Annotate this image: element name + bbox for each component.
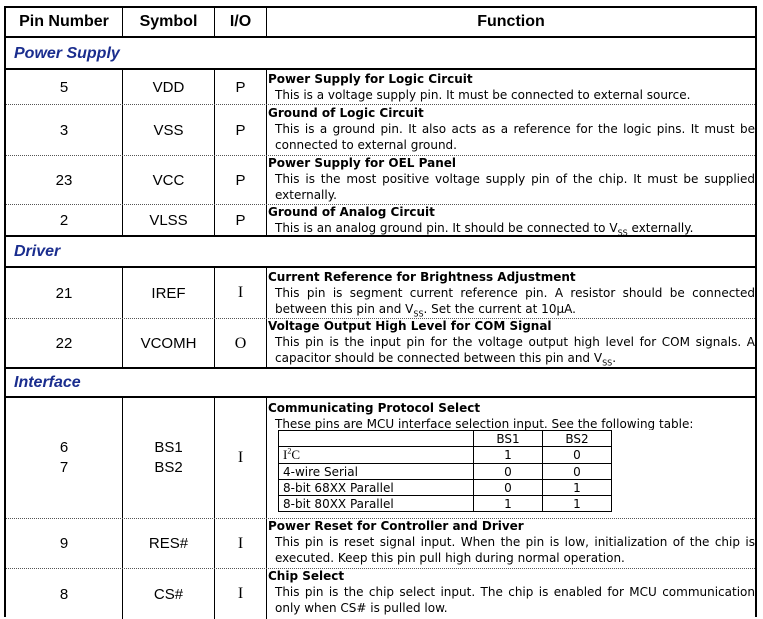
- pin-number: 23: [55, 171, 73, 189]
- pin-io: P: [235, 171, 246, 189]
- pin-number-bs1: 6: [59, 439, 69, 456]
- pin-function: [267, 155, 755, 204]
- function-title: Chip Select: [268, 569, 345, 583]
- pin-function: [267, 518, 755, 568]
- pin-io: P: [235, 121, 246, 139]
- function-title: Voltage Output High Level for COM Signal: [268, 319, 552, 333]
- pin-symbol: VCOMH: [140, 335, 197, 352]
- function-description: This pin is the chip select input. The chip is enabled for MCU communication only when CS# is pulled low.: [275, 585, 755, 615]
- table-header-bs1: BS1: [474, 431, 543, 447]
- table-cell-bs1: 0: [474, 464, 543, 480]
- pin-symbol: CS#: [153, 585, 184, 603]
- section-interface: Interface: [14, 374, 81, 391]
- pin-number: 9: [59, 535, 69, 552]
- table-cell-mode: $I^2C$: [279, 447, 474, 464]
- function-description: This pin is the input pin for the voltage output high level for COM signals. A capacitor should be connected between this pin and $V_{SS}$.: [275, 335, 755, 368]
- pin-function: [267, 105, 755, 155]
- pin-symbol: VDD: [152, 78, 185, 96]
- pin-function: [267, 269, 755, 318]
- function-title: Current Reference for Brightness Adjustment: [268, 270, 576, 284]
- pin-io: P: [235, 212, 246, 229]
- interface-selection-table: [278, 430, 612, 512]
- pin-number: 3: [59, 121, 69, 139]
- pin-symbol: VSS: [153, 121, 184, 139]
- function-description: These pins are MCU interface selection input. See the following table:: [275, 417, 694, 430]
- table-cell-bs2: 1: [543, 496, 612, 512]
- function-description: This is an analog ground pin. It should be connected to $V_{SS}$ externally.: [275, 221, 694, 236]
- pin-io: I: [237, 284, 244, 301]
- pin-number: 2: [59, 212, 69, 229]
- header-io: I/O: [229, 12, 252, 30]
- table-cell-mode: 4-wire Serial: [279, 464, 474, 480]
- table-row: [279, 447, 612, 464]
- table-header-cell: [279, 431, 474, 447]
- table-cell-mode: 8-bit 80XX Parallel: [279, 496, 474, 512]
- pin-symbol: [123, 398, 214, 518]
- pin-number: 8: [59, 585, 69, 603]
- table-cell-bs1: 1: [474, 496, 543, 512]
- function-title: Power Reset for Controller and Driver: [268, 519, 524, 533]
- pin-number: 5: [59, 78, 69, 96]
- pin-symbol-bs2: BS2: [154, 459, 183, 476]
- pin-symbol: IREF: [151, 284, 186, 302]
- table-header-bs2: BS2: [543, 431, 612, 447]
- function-title: Communicating Protocol Select: [268, 401, 481, 415]
- table-cell-bs1: 0: [474, 480, 543, 496]
- function-title: Power Supply for OEL Panel: [268, 156, 456, 170]
- pin-function: [267, 400, 755, 430]
- table-row: [279, 431, 612, 447]
- header-pin-number: Pin Number: [19, 12, 109, 30]
- pin-function: [267, 568, 755, 619]
- pin-function: [267, 204, 755, 236]
- function-description: This is the most positive voltage supply pin of the chip. It must be supplied externally.: [275, 172, 755, 202]
- table-row: [279, 496, 612, 512]
- pin-number-bs2: 7: [59, 459, 69, 476]
- header-function: Function: [477, 12, 545, 30]
- table-cell-bs2: 1: [543, 480, 612, 496]
- function-description: This is a voltage supply pin. It must be connected to external source.: [275, 88, 691, 102]
- table-row: [279, 464, 612, 480]
- pin-number: 21: [55, 284, 73, 302]
- table-cell-bs1: 1: [474, 447, 543, 464]
- section-power-supply: Power Supply: [14, 44, 120, 62]
- header-symbol: Symbol: [139, 12, 198, 30]
- pin-number: 22: [55, 335, 73, 352]
- pin-symbol: VCC: [152, 171, 185, 189]
- function-title: Ground of Analog Circuit: [268, 205, 435, 219]
- section-driver: Driver: [14, 243, 61, 260]
- function-description: This is a ground pin. It also acts as a reference for the logic pins. It must be connected to external ground.: [275, 122, 755, 152]
- pin-io: I: [237, 585, 244, 602]
- pin-symbol: VLSS: [149, 212, 188, 229]
- table-cell-bs2: 0: [543, 464, 612, 480]
- pin-number: [6, 398, 122, 518]
- pin-io: P: [235, 78, 246, 96]
- pin-io: I: [237, 449, 244, 466]
- pin-io: I: [237, 534, 244, 552]
- pin-description-table: [4, 6, 757, 617]
- table-cell-mode: 8-bit 68XX Parallel: [279, 480, 474, 496]
- table-row: [279, 480, 612, 496]
- pin-io: O: [234, 334, 247, 352]
- pin-symbol-bs1: BS1: [154, 439, 183, 456]
- function-title: Power Supply for Logic Circuit: [268, 72, 473, 86]
- pin-function: [267, 71, 755, 104]
- pin-symbol: RES#: [148, 535, 189, 552]
- function-description: This pin is reset signal input. When the pin is low, initialization of the chip is executed. Keep this pin pull high during normal operation.: [275, 535, 755, 565]
- function-title: Ground of Logic Circuit: [268, 106, 424, 120]
- pin-function: [267, 318, 755, 368]
- function-description: This pin is segment current reference pin. A resistor should be connected between this pin and $V_{SS}$. Set the current at 10μA.: [275, 286, 755, 318]
- table-cell-bs2: 0: [543, 447, 612, 464]
